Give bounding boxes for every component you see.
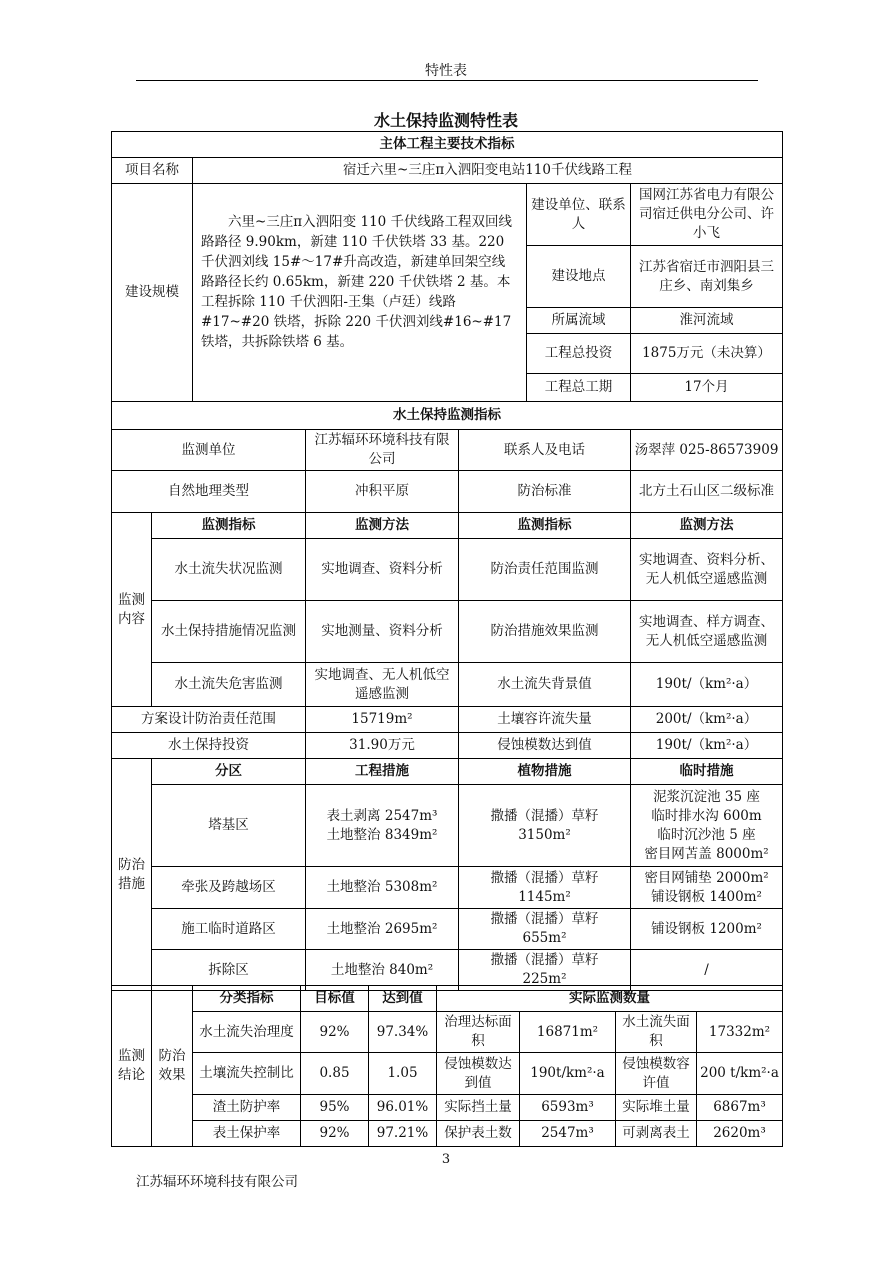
header-rule: [136, 80, 758, 81]
monitor-indicator: 防治责任范围监测: [459, 539, 631, 601]
allow-loss-label: 土壤容许流失量: [459, 707, 631, 733]
actual-label: 治理达标面积: [437, 1012, 520, 1053]
location-label: 建设地点: [527, 246, 631, 308]
temporary-line: 铺设钢板 1400m²: [651, 888, 762, 905]
target-value: 92%: [301, 1012, 369, 1053]
monitor-indicator: 水土流失危害监测: [152, 663, 306, 707]
monitor-method: 实地测量、资料分析: [306, 601, 459, 663]
monitoring-heading: 水土保持监测指标: [112, 402, 783, 430]
zone-name: 拆除区: [152, 950, 306, 991]
actual-value: 2620m³: [697, 1121, 783, 1147]
reached-value: 1.05: [369, 1053, 437, 1095]
engineering-measure: 土地整治 5308m²: [306, 867, 459, 909]
actual-label: 实际挡土量: [437, 1095, 520, 1121]
page-number: 3: [441, 1152, 451, 1167]
scope-value: 15719m²: [306, 707, 459, 733]
monitor-method: 190t/（km²·a）: [631, 663, 783, 707]
actual-label: 侵蚀模数达到值: [437, 1053, 520, 1095]
project-name-value: 宿迁六里~三庄π入泗阳变电站110千伏线路工程: [193, 158, 783, 184]
measures-label: 防治措施: [112, 759, 152, 991]
builder-label: 建设单位、联系人: [527, 184, 631, 246]
target-value: 95%: [301, 1095, 369, 1121]
temporary-line: 临时排水沟 600m: [651, 807, 762, 824]
zone-name: 塔基区: [152, 785, 306, 867]
temporary-line: 泥浆沉淀池 35 座: [653, 788, 760, 805]
col-zone: 分区: [152, 759, 306, 785]
zone-name: 施工临时道路区: [152, 909, 306, 950]
actual-value: 200 t/km²·a: [697, 1053, 783, 1095]
temporary-measure: 铺设钢板 1200m²: [631, 909, 783, 950]
monitor-indicator: 防治措施效果监测: [459, 601, 631, 663]
monitor-method: 实地调查、无人机低空遥感监测: [306, 663, 459, 707]
temporary-measure: [631, 867, 783, 909]
monitor-unit-value: 江苏辐环环境科技有限公司: [306, 430, 459, 471]
col-method-1: 监测方法: [306, 513, 459, 539]
actual-label: 保护表土数: [437, 1121, 520, 1147]
engineering-line: 土地整治 8349m²: [326, 826, 438, 843]
plant-measure: [459, 909, 631, 950]
reached-value: 97.34%: [369, 1012, 437, 1053]
contact-label: 联系人及电话: [459, 430, 631, 471]
builder-value: 国网江苏省电力有限公司宿迁供电分公司、许小飞: [631, 184, 783, 246]
actual-label: 可剥离表土: [616, 1121, 697, 1147]
plant-line: 撒播（混播）草籽: [490, 869, 599, 886]
contact-value: 汤翠萍 025-86573909: [631, 430, 783, 471]
duration-value: 17个月: [631, 374, 783, 402]
engineering-measure: 土地整治 840m²: [306, 950, 459, 991]
monitoring-table: [111, 401, 783, 991]
scope-label: 方案设计防治责任范围: [112, 707, 306, 733]
plant-line: 1145m²: [518, 888, 571, 905]
col-engineering: 工程措施: [306, 759, 459, 785]
monitor-indicator: 水土流失状况监测: [152, 539, 306, 601]
actual-value: 6593m³: [520, 1095, 616, 1121]
col-indicator-1: 监测指标: [152, 513, 306, 539]
col-reached: 达到值: [369, 986, 437, 1012]
engineering-line: 表土剥离 2547m³: [326, 807, 438, 824]
conclusion-label: 监测结论: [112, 986, 152, 1147]
col-plant: 植物措施: [459, 759, 631, 785]
main-project-heading: 主体工程主要技术指标: [112, 132, 783, 158]
col-temporary: 临时措施: [631, 759, 783, 785]
reached-value: 97.21%: [369, 1121, 437, 1147]
temporary-measure: /: [631, 950, 783, 991]
project-name-label: 项目名称: [112, 158, 193, 184]
plant-line: 撒播（混播）草籽: [490, 807, 599, 824]
plant-measure: [459, 785, 631, 867]
location-value: 江苏省宿迁市泗阳县三庄乡、南刘集乡: [631, 246, 783, 308]
page-title: 水土保持监测特性表: [373, 111, 518, 130]
standard-value: 北方土石山区二级标准: [631, 471, 783, 513]
scale-text: 六里~三庄π入泗阳变 110 千伏线路工程双回线路路径 9.90km，新建 110 千伏铁塔 33 基。220 千伏泗刘线 15#～17#升高改造，新建单回架空线路路径长约 0.65km，新建 220 千伏铁塔 2 基。本工程拆除 110 千伏泗阳-王集（卢廷）线路#17~#20 铁塔，拆除 220 千伏泗刘线#16~#17 铁塔，共拆除铁塔 6 基。: [193, 184, 527, 402]
actual-value: 17332m²: [697, 1012, 783, 1053]
effect-label: 防治效果: [152, 986, 193, 1147]
geo-type-label: 自然地理类型: [112, 471, 306, 513]
target-value: 92%: [301, 1121, 369, 1147]
temporary-measure: [631, 785, 783, 867]
target-value: 0.85: [301, 1053, 369, 1095]
plant-line: 撒播（混播）草籽: [490, 952, 599, 968]
basin-value: 淮河流域: [631, 308, 783, 334]
indicator-name: 表土保护率: [193, 1121, 301, 1147]
invest-label: 水土保持投资: [112, 733, 306, 759]
temporary-line: 密目网苫盖 8000m²: [644, 845, 769, 862]
plant-measure: [459, 867, 631, 909]
footer-company: 江苏辐环环境科技有限公司: [136, 1174, 298, 1190]
invest-value: 31.90万元: [306, 733, 459, 759]
plant-line: 655m²: [522, 930, 567, 946]
scale-label: 建设规模: [112, 184, 193, 402]
erosion-label: 侵蚀模数达到值: [459, 733, 631, 759]
zone-name: 牵张及跨越场区: [152, 867, 306, 909]
main-project-table: [111, 131, 783, 402]
investment-label: 工程总投资: [527, 334, 631, 374]
actual-label: 侵蚀模数容许值: [616, 1053, 697, 1095]
indicator-name: 水土流失治理度: [193, 1012, 301, 1053]
monitor-method: 实地调查、资料分析: [306, 539, 459, 601]
monitor-method: 实地调查、样方调查、无人机低空遥感监测: [631, 601, 783, 663]
header-section: 特性表: [425, 63, 467, 79]
plant-line: 3150m²: [518, 826, 571, 843]
monitor-method: 实地调查、资料分析、无人机低空遥感监测: [631, 539, 783, 601]
temporary-line: 密目网铺垫 2000m²: [644, 869, 769, 886]
engineering-measure: [306, 785, 459, 867]
col-method-2: 监测方法: [631, 513, 783, 539]
actual-label: 实际堆土量: [616, 1095, 697, 1121]
plant-line: 撒播（混播）草籽: [490, 911, 599, 927]
plant-line: 225m²: [522, 971, 567, 987]
conclusion-table: [111, 985, 783, 1147]
duration-label: 工程总工期: [527, 374, 631, 402]
reached-value: 96.01%: [369, 1095, 437, 1121]
actual-label: 水土流失面积: [616, 1012, 697, 1053]
indicator-name: 土壤流失控制比: [193, 1053, 301, 1095]
monitor-unit-label: 监测单位: [112, 430, 306, 471]
indicator-name: 渣土防护率: [193, 1095, 301, 1121]
monitor-content-label: 监测内容: [112, 513, 152, 707]
investment-value: 1875万元（未决算）: [631, 334, 783, 374]
standard-label: 防治标准: [459, 471, 631, 513]
col-class: 分类指标: [193, 986, 301, 1012]
temporary-line: 临时沉沙池 5 座: [657, 826, 756, 843]
allow-loss-value: 200t/（km²·a）: [631, 707, 783, 733]
geo-type-value: 冲积平原: [306, 471, 459, 513]
actual-value: 6867m³: [697, 1095, 783, 1121]
engineering-measure: 土地整治 2695m²: [306, 909, 459, 950]
actual-value: 190t/km²·a: [520, 1053, 616, 1095]
col-target: 目标值: [301, 986, 369, 1012]
monitor-indicator: 水土流失背景值: [459, 663, 631, 707]
erosion-value: 190t/（km²·a）: [631, 733, 783, 759]
actual-value: 2547m³: [520, 1121, 616, 1147]
monitor-indicator: 水土保持措施情况监测: [152, 601, 306, 663]
actual-value: 16871m²: [520, 1012, 616, 1053]
basin-label: 所属流域: [527, 308, 631, 334]
col-indicator-2: 监测指标: [459, 513, 631, 539]
col-actual: 实际监测数量: [437, 986, 783, 1012]
